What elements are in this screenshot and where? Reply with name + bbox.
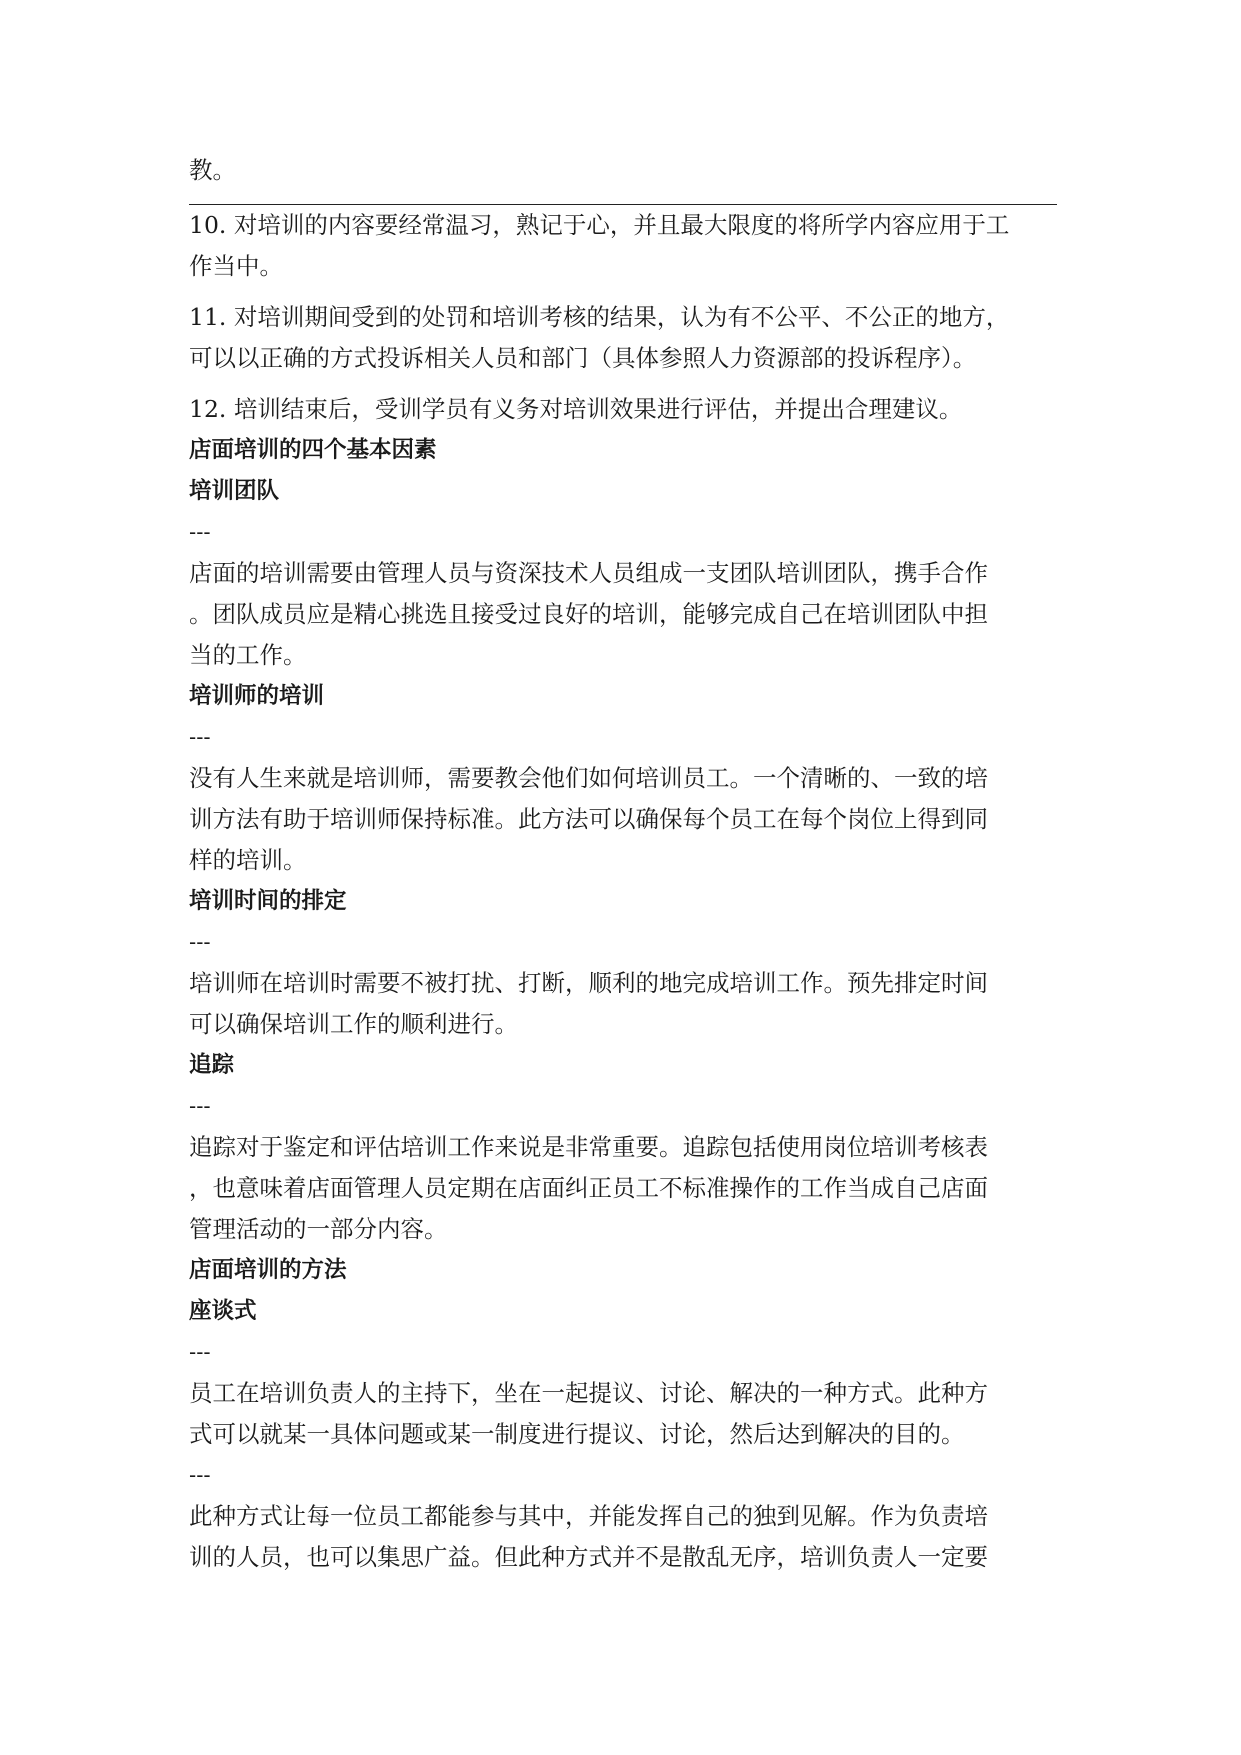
- text-line: 训的人员，也可以集思广益。但此种方式并不是散乱无序，培训负责人一定要: [189, 1543, 988, 1571]
- text-line: 样的培训。: [189, 846, 307, 874]
- text-line: 追踪对于鉴定和评估培训工作来说是非常重要。追踪包括使用岗位培训考核表: [189, 1133, 988, 1161]
- text-line: 教。: [189, 156, 236, 184]
- separator-dashes: ---: [189, 1463, 211, 1487]
- text-line: 管理活动的一部分内容。: [189, 1215, 448, 1243]
- text-line: ，也意味着店面管理人员定期在店面纠正员工不标准操作的工作当成自己店面: [189, 1174, 988, 1202]
- separator-dashes: ---: [189, 725, 211, 749]
- separator-dashes: ---: [189, 930, 211, 954]
- text-line: 作当中。: [189, 252, 283, 280]
- separator-dashes: ---: [189, 520, 211, 544]
- list-item-12: 12. 培训结束后，受训学员有义务对培训效果进行评估，并提出合理建议。: [189, 395, 963, 423]
- text-line: 。团队成员应是精心挑选且接受过良好的培训，能够完成自己在培训团队中担: [189, 600, 988, 628]
- text-line: 训方法有助于培训师保持标准。此方法可以确保每个员工在每个岗位上得到同: [189, 805, 988, 833]
- text-line: 可以以正确的方式投诉相关人员和部门（具体参照人力资源部的投诉程序）。: [189, 344, 977, 372]
- section-heading: 店面培训的四个基本因素: [189, 437, 437, 463]
- text-line: 培训师在培训时需要不被打扰、打断，顺利的地完成培训工作。预先排定时间: [189, 969, 988, 997]
- text-line: 店面的培训需要由管理人员与资深技术人员组成一支团队培训团队，携手合作: [189, 559, 988, 587]
- subsection-heading: 培训团队: [189, 478, 280, 504]
- separator-dashes: ---: [189, 1340, 211, 1364]
- section-heading: 店面培训的方法: [189, 1257, 347, 1283]
- subsection-heading: 追踪: [189, 1052, 235, 1078]
- subsection-heading: 座谈式: [189, 1298, 257, 1324]
- list-item-11: 11. 对培训期间受到的处罚和培训考核的结果，认为有不公平、不公正的地方，: [189, 303, 1010, 331]
- text-line: 员工在培训负责人的主持下，坐在一起提议、讨论、解决的一种方式。此种方: [189, 1379, 988, 1407]
- list-item-10: 10. 对培训的内容要经常温习，熟记于心，并且最大限度的将所学内容应用于工: [189, 211, 1010, 239]
- text-line: 可以确保培训工作的顺利进行。: [189, 1010, 518, 1038]
- text-line: 当的工作。: [189, 641, 307, 669]
- text-line: 此种方式让每一位员工都能参与其中，并能发挥自己的独到见解。作为负责培: [189, 1502, 988, 1530]
- text-line: 没有人生来就是培训师，需要教会他们如何培训员工。一个清晰的、一致的培: [189, 764, 988, 792]
- subsection-heading: 培训师的培训: [189, 683, 325, 709]
- separator-dashes: ---: [189, 1094, 211, 1118]
- subsection-heading: 培训时间的排定: [189, 888, 347, 914]
- text-line: 式可以就某一具体问题或某一制度进行提议、讨论，然后达到解决的目的。: [189, 1420, 965, 1448]
- document-page: [189, 150, 1057, 1578]
